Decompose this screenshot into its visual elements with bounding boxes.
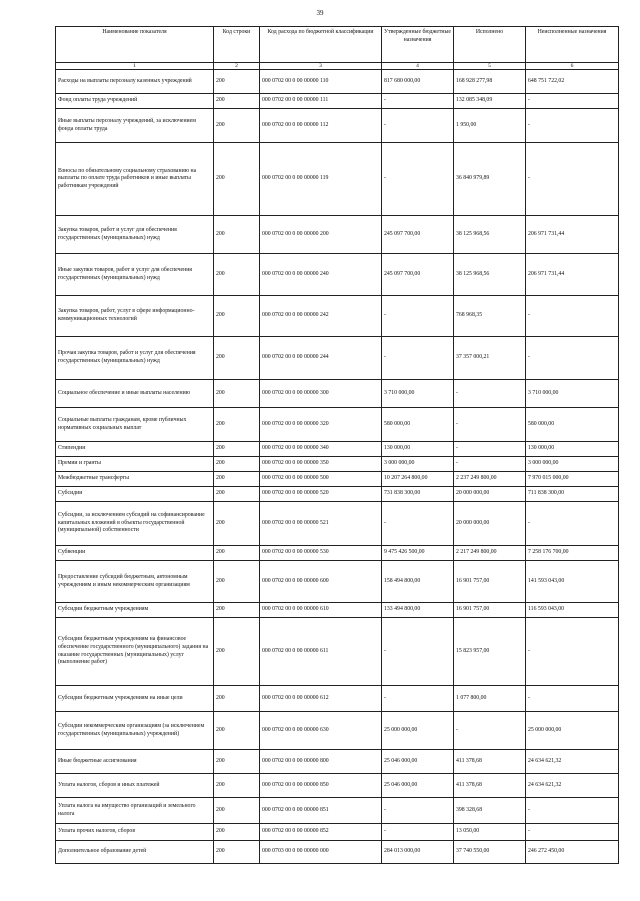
row-line-code: 200 <box>214 603 260 618</box>
row-unexecuted: - <box>526 337 619 380</box>
row-line-code: 200 <box>214 143 260 216</box>
row-approved: 817 680 000,00 <box>382 70 454 94</box>
row-unexecuted: 580 000,00 <box>526 408 619 442</box>
row-executed: 37 740 550,00 <box>454 841 526 864</box>
row-line-code: 200 <box>214 824 260 841</box>
row-executed: 38 125 968,56 <box>454 216 526 254</box>
row-unexecuted: 7 970 015 000,00 <box>526 472 619 487</box>
table-row <box>56 618 619 686</box>
row-line-code: 200 <box>214 686 260 712</box>
row-unexecuted: - <box>526 686 619 712</box>
row-line-code: 200 <box>214 216 260 254</box>
row-executed: 2 237 249 800,00 <box>454 472 526 487</box>
row-budget-code: 000 0702 00 0 00 00000 244 <box>260 337 382 380</box>
row-name: Социальное обеспечение и иные выплаты населению <box>56 380 214 408</box>
row-approved: 9 475 426 500,00 <box>382 546 454 561</box>
table-header-row <box>56 27 619 63</box>
table-row <box>56 686 619 712</box>
row-unexecuted: 24 634 621,32 <box>526 750 619 774</box>
table-row <box>56 143 619 216</box>
page-number: 39 <box>316 9 324 17</box>
table-row <box>56 94 619 109</box>
row-name: Предоставление субсидий бюджетным, автономным учреждениям и иным некоммерческим организациям <box>56 561 214 603</box>
header-executed: Исполнено <box>454 27 526 63</box>
row-approved: - <box>382 337 454 380</box>
row-line-code: 200 <box>214 618 260 686</box>
row-approved: 158 494 800,00 <box>382 561 454 603</box>
row-approved: - <box>382 824 454 841</box>
row-unexecuted: 24 634 621,32 <box>526 774 619 798</box>
row-name: Иные выплаты персоналу учреждений, за исключением фонда оплаты труда <box>56 109 214 143</box>
row-line-code: 200 <box>214 712 260 750</box>
row-budget-code: 000 0702 00 0 00 00000 630 <box>260 712 382 750</box>
row-executed: 768 968,35 <box>454 296 526 337</box>
table-row <box>56 502 619 546</box>
row-unexecuted: 130 000,00 <box>526 442 619 457</box>
row-line-code: 200 <box>214 487 260 502</box>
row-line-code: 200 <box>214 337 260 380</box>
header-unexecuted: Неисполненные назначения <box>526 27 619 63</box>
header-approved: Утвержденные бюджетные назначения <box>382 27 454 63</box>
row-name: Фонд оплаты труда учреждений <box>56 94 214 109</box>
row-approved: 10 207 264 800,00 <box>382 472 454 487</box>
table-row <box>56 380 619 408</box>
row-line-code: 200 <box>214 442 260 457</box>
row-unexecuted: 25 000 000,00 <box>526 712 619 750</box>
row-executed: 411 378,68 <box>454 750 526 774</box>
row-name: Социальные выплаты гражданам, кроме публичных нормативных социальных выплат <box>56 408 214 442</box>
row-unexecuted: 648 751 722,02 <box>526 70 619 94</box>
row-approved: 284 013 000,00 <box>382 841 454 864</box>
row-unexecuted: 7 258 176 700,00 <box>526 546 619 561</box>
row-unexecuted: 711 838 300,00 <box>526 487 619 502</box>
table-row <box>56 712 619 750</box>
row-approved: 25 000 000,00 <box>382 712 454 750</box>
row-line-code: 200 <box>214 774 260 798</box>
column-number: 1 <box>56 63 214 70</box>
header-budget-code: Код расхода по бюджетной классификации <box>260 27 382 63</box>
row-executed: 20 000 000,00 <box>454 502 526 546</box>
row-approved: - <box>382 618 454 686</box>
row-unexecuted: 3 000 000,00 <box>526 457 619 472</box>
row-approved: - <box>382 502 454 546</box>
row-name: Уплата налога на имущество организаций и земельного налога <box>56 798 214 824</box>
row-unexecuted: - <box>526 296 619 337</box>
table-row <box>56 603 619 618</box>
row-name: Межбюджетные трансферты <box>56 472 214 487</box>
header-line-code: Код строки <box>214 27 260 63</box>
row-budget-code: 000 0702 00 0 00 00000 320 <box>260 408 382 442</box>
row-unexecuted: 206 971 731,44 <box>526 216 619 254</box>
table-row <box>56 457 619 472</box>
row-executed: 411 378,68 <box>454 774 526 798</box>
table-row <box>56 296 619 337</box>
row-unexecuted: - <box>526 94 619 109</box>
table-row <box>56 408 619 442</box>
row-budget-code: 000 0702 00 0 00 00000 300 <box>260 380 382 408</box>
row-budget-code: 000 0702 00 0 00 00000 112 <box>260 109 382 143</box>
row-name: Иные бюджетные ассигнования <box>56 750 214 774</box>
row-approved: 133 494 800,00 <box>382 603 454 618</box>
row-unexecuted: 141 593 043,00 <box>526 561 619 603</box>
row-executed: 1 950,00 <box>454 109 526 143</box>
row-executed: 37 357 000,21 <box>454 337 526 380</box>
row-executed: 15 823 957,00 <box>454 618 526 686</box>
row-line-code: 200 <box>214 750 260 774</box>
row-executed: 132 085 348,09 <box>454 94 526 109</box>
row-approved: 245 097 700,00 <box>382 216 454 254</box>
row-approved: 245 097 700,00 <box>382 254 454 296</box>
row-budget-code: 000 0702 00 0 00 00000 242 <box>260 296 382 337</box>
row-unexecuted: - <box>526 824 619 841</box>
row-executed: - <box>454 408 526 442</box>
row-budget-code: 000 0702 00 0 00 00000 600 <box>260 561 382 603</box>
table-row <box>56 70 619 94</box>
table-row <box>56 841 619 864</box>
row-approved: 25 046 000,00 <box>382 750 454 774</box>
row-approved: 731 838 300,00 <box>382 487 454 502</box>
row-approved: 25 046 000,00 <box>382 774 454 798</box>
row-budget-code: 000 0702 00 0 00 00000 612 <box>260 686 382 712</box>
row-budget-code: 000 0703 00 0 00 00000 000 <box>260 841 382 864</box>
row-budget-code: 000 0702 00 0 00 00000 521 <box>260 502 382 546</box>
row-line-code: 200 <box>214 296 260 337</box>
row-budget-code: 000 0702 00 0 00 00000 340 <box>260 442 382 457</box>
row-budget-code: 000 0702 00 0 00 00000 850 <box>260 774 382 798</box>
row-name: Уплата прочих налогов, сборов <box>56 824 214 841</box>
row-unexecuted: 116 593 043,00 <box>526 603 619 618</box>
row-name: Взносы по обязательному социальному страхованию на выплаты по оплате труда работников и иные выплаты работникам учреждений <box>56 143 214 216</box>
row-approved: 580 000,00 <box>382 408 454 442</box>
row-unexecuted: 246 272 450,00 <box>526 841 619 864</box>
row-unexecuted: - <box>526 502 619 546</box>
table-row <box>56 824 619 841</box>
row-budget-code: 000 0702 00 0 00 00000 200 <box>260 216 382 254</box>
row-approved: - <box>382 94 454 109</box>
row-budget-code: 000 0702 00 0 00 00000 611 <box>260 618 382 686</box>
table-row <box>56 561 619 603</box>
row-unexecuted: 206 971 731,44 <box>526 254 619 296</box>
row-line-code: 200 <box>214 94 260 109</box>
row-line-code: 200 <box>214 561 260 603</box>
column-number-row <box>56 63 619 70</box>
row-line-code: 200 <box>214 70 260 94</box>
table-row <box>56 442 619 457</box>
column-number: 5 <box>454 63 526 70</box>
row-executed: 398 328,68 <box>454 798 526 824</box>
row-line-code: 200 <box>214 472 260 487</box>
row-name: Субсидии бюджетным учреждениям на финансовое обеспечение государственного (муниципального) задания на оказание государственных (муниципальных) услуг (выполнение работ) <box>56 618 214 686</box>
table-row <box>56 546 619 561</box>
header-name: Наименование показателя <box>56 27 214 63</box>
row-budget-code: 000 0702 00 0 00 00000 110 <box>260 70 382 94</box>
row-name: Закупка товаров, работ и услуг для обеспечения государственных (муниципальных) нужд <box>56 216 214 254</box>
row-name: Субсидии бюджетным учреждениям <box>56 603 214 618</box>
row-name: Субсидии бюджетным учреждениям на иные цели <box>56 686 214 712</box>
table-row <box>56 750 619 774</box>
row-name: Субсидии, за исключением субсидий на софинансирование капитальных вложений в объекты государственной (муниципальной) собственности <box>56 502 214 546</box>
row-name: Субсидии <box>56 487 214 502</box>
row-executed: 13 050,00 <box>454 824 526 841</box>
table-row <box>56 487 619 502</box>
column-number: 4 <box>382 63 454 70</box>
row-unexecuted: - <box>526 143 619 216</box>
row-budget-code: 000 0702 00 0 00 00000 530 <box>260 546 382 561</box>
row-executed: - <box>454 380 526 408</box>
row-budget-code: 000 0702 00 0 00 00000 240 <box>260 254 382 296</box>
row-executed: 1 077 800,00 <box>454 686 526 712</box>
row-executed: 16 901 757,00 <box>454 561 526 603</box>
table-row <box>56 254 619 296</box>
row-budget-code: 000 0702 00 0 00 00000 800 <box>260 750 382 774</box>
row-budget-code: 000 0702 00 0 00 00000 500 <box>260 472 382 487</box>
row-budget-code: 000 0702 00 0 00 00000 851 <box>260 798 382 824</box>
table-row <box>56 109 619 143</box>
row-line-code: 200 <box>214 109 260 143</box>
row-unexecuted: - <box>526 618 619 686</box>
row-budget-code: 000 0702 00 0 00 00000 610 <box>260 603 382 618</box>
row-executed: 20 000 000,00 <box>454 487 526 502</box>
row-name: Премии и гранты <box>56 457 214 472</box>
row-executed: 168 928 277,98 <box>454 70 526 94</box>
row-name: Прочая закупка товаров, работ и услуг для обеспечения государственных (муниципальных) нужд <box>56 337 214 380</box>
row-line-code: 200 <box>214 546 260 561</box>
row-line-code: 200 <box>214 408 260 442</box>
column-number: 6 <box>526 63 619 70</box>
row-name: Иные закупки товаров, работ и услуг для обеспечения государственных (муниципальных) нужд <box>56 254 214 296</box>
row-name: Расходы на выплаты персоналу казенных учреждений <box>56 70 214 94</box>
row-line-code: 200 <box>214 380 260 408</box>
row-executed: 16 901 757,00 <box>454 603 526 618</box>
table-row <box>56 774 619 798</box>
row-approved: - <box>382 798 454 824</box>
row-executed: - <box>454 712 526 750</box>
row-unexecuted: 3 710 000,00 <box>526 380 619 408</box>
row-budget-code: 000 0702 00 0 00 00000 111 <box>260 94 382 109</box>
row-executed: 38 125 968,56 <box>454 254 526 296</box>
row-name: Уплата налогов, сборов и иных платежей <box>56 774 214 798</box>
column-number: 2 <box>214 63 260 70</box>
row-approved: 3 710 000,00 <box>382 380 454 408</box>
row-approved: - <box>382 296 454 337</box>
row-line-code: 200 <box>214 254 260 296</box>
row-approved: - <box>382 686 454 712</box>
row-line-code: 200 <box>214 502 260 546</box>
row-name: Закупка товаров, работ, услуг в сфере информационно-коммуникационных технологий <box>56 296 214 337</box>
row-line-code: 200 <box>214 841 260 864</box>
row-line-code: 200 <box>214 798 260 824</box>
row-executed: - <box>454 442 526 457</box>
table-row <box>56 472 619 487</box>
row-budget-code: 000 0702 00 0 00 00000 520 <box>260 487 382 502</box>
row-name: Субвенции <box>56 546 214 561</box>
row-approved: - <box>382 143 454 216</box>
budget-execution-table <box>55 26 619 864</box>
table-row <box>56 798 619 824</box>
row-approved: 3 000 000,00 <box>382 457 454 472</box>
table-row <box>56 216 619 254</box>
row-budget-code: 000 0702 00 0 00 00000 852 <box>260 824 382 841</box>
row-approved: - <box>382 109 454 143</box>
table-row <box>56 337 619 380</box>
row-name: Стипендии <box>56 442 214 457</box>
row-budget-code: 000 0702 00 0 00 00000 350 <box>260 457 382 472</box>
row-budget-code: 000 0702 00 0 00 00000 119 <box>260 143 382 216</box>
column-number: 3 <box>260 63 382 70</box>
row-name: Субсидии некоммерческим организациям (за исключением государственных (муниципальных) учреждений) <box>56 712 214 750</box>
row-executed: - <box>454 457 526 472</box>
row-line-code: 200 <box>214 457 260 472</box>
row-unexecuted: - <box>526 798 619 824</box>
row-name: Дополнительное образование детей <box>56 841 214 864</box>
row-unexecuted: - <box>526 109 619 143</box>
row-executed: 2 217 249 800,00 <box>454 546 526 561</box>
row-approved: 130 000,00 <box>382 442 454 457</box>
row-executed: 36 840 979,89 <box>454 143 526 216</box>
